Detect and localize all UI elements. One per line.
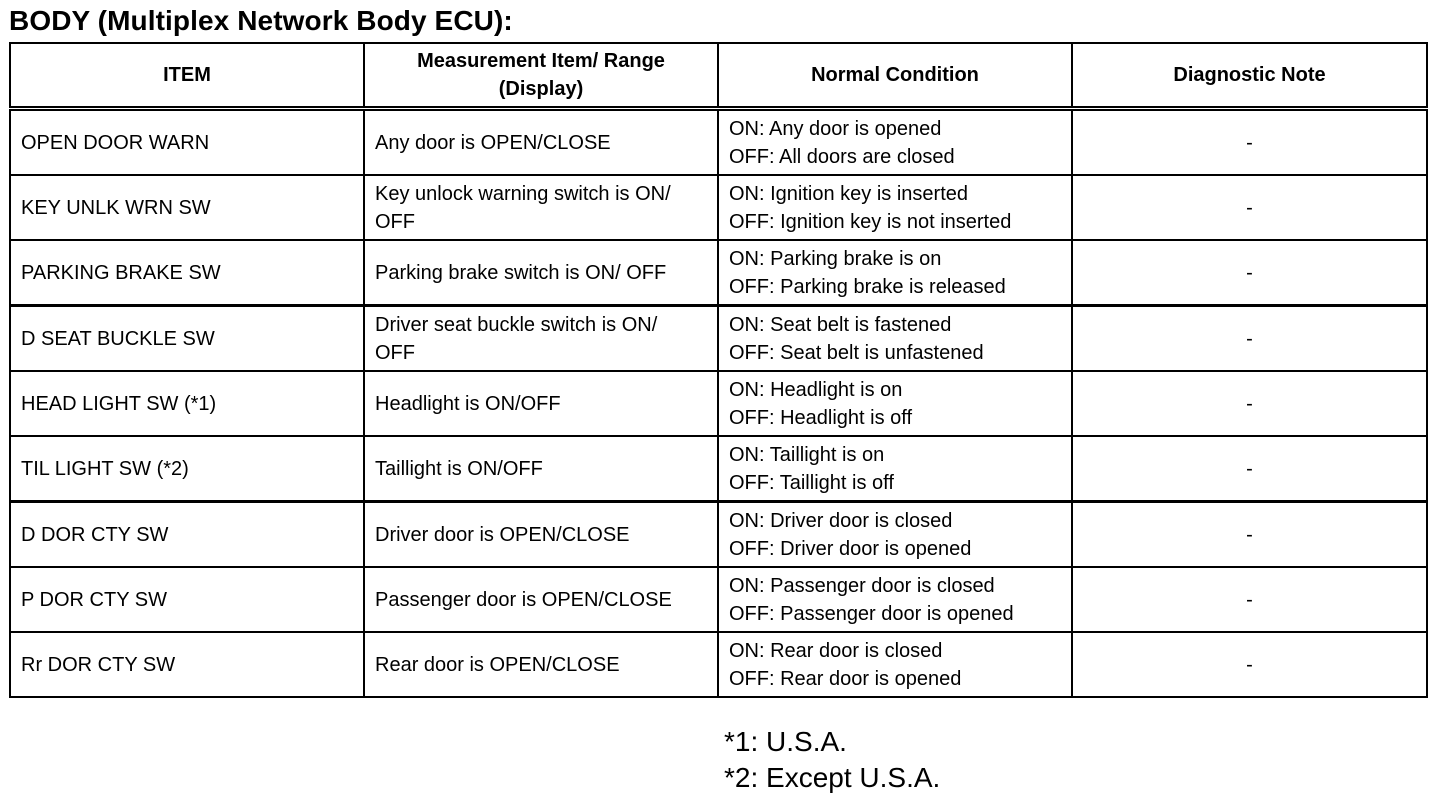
cell-normal-condition xyxy=(718,567,1072,632)
normal-on-text: ON: Any door is opened xyxy=(729,117,942,140)
header-measurement xyxy=(364,43,718,109)
normal-on-text: ON: Ignition key is inserted xyxy=(729,182,968,205)
table-row xyxy=(10,240,1427,306)
cell-item: OPEN DOOR WARN xyxy=(10,109,364,176)
cell-normal-condition xyxy=(718,109,1072,176)
measurement-line: OFF xyxy=(375,341,415,364)
measurement-line: Passenger door is OPEN/CLOSE xyxy=(375,588,672,611)
measurement-line: Driver door is OPEN/CLOSE xyxy=(375,523,630,546)
data-list-table xyxy=(9,42,1428,698)
normal-on-text: ON: Passenger door is closed xyxy=(729,574,995,597)
cell-diagnostic-note: - xyxy=(1072,436,1427,502)
footnote-1: *1: U.S.A. xyxy=(724,726,847,757)
normal-on-text: ON: Driver door is closed xyxy=(729,509,953,532)
cell-item: D DOR CTY SW xyxy=(10,502,364,568)
cell-measurement xyxy=(364,436,718,502)
normal-off-text: OFF: Taillight is off xyxy=(729,471,894,494)
cell-item: HEAD LIGHT SW (*1) xyxy=(10,371,364,436)
cell-diagnostic-note: - xyxy=(1072,306,1427,372)
normal-off-text: OFF: Driver door is opened xyxy=(729,537,972,560)
normal-off-text: OFF: Ignition key is not inserted xyxy=(729,210,1012,233)
normal-on-text: ON: Taillight is on xyxy=(729,443,885,466)
normal-off-text: OFF: Parking brake is released xyxy=(729,275,1006,298)
normal-off-text: OFF: Passenger door is opened xyxy=(729,602,1014,625)
cell-diagnostic-note: - xyxy=(1072,175,1427,240)
cell-item: PARKING BRAKE SW xyxy=(10,240,364,306)
measurement-line: Parking brake switch is ON/ OFF xyxy=(375,261,667,284)
cell-normal-condition xyxy=(718,436,1072,502)
table-row xyxy=(10,502,1427,568)
cell-item: Rr DOR CTY SW xyxy=(10,632,364,697)
table-row xyxy=(10,175,1427,240)
cell-diagnostic-note: - xyxy=(1072,371,1427,436)
normal-on-text: ON: Headlight is on xyxy=(729,378,903,401)
header-item: ITEM xyxy=(10,43,364,109)
cell-normal-condition xyxy=(718,175,1072,240)
header-normal-condition: Normal Condition xyxy=(718,43,1072,109)
normal-on-text: ON: Rear door is closed xyxy=(729,639,943,662)
footnote-2: *2: Except U.S.A. xyxy=(724,762,941,793)
normal-off-text: OFF: Rear door is opened xyxy=(729,667,962,690)
header-diagnostic-note: Diagnostic Note xyxy=(1072,43,1427,109)
cell-measurement xyxy=(364,109,718,176)
cell-measurement xyxy=(364,306,718,372)
normal-off-text: OFF: Seat belt is unfastened xyxy=(729,341,984,364)
measurement-line: Taillight is ON/OFF xyxy=(375,457,543,480)
cell-diagnostic-note: - xyxy=(1072,109,1427,176)
header-measurement-line1: Measurement Item/ Range xyxy=(417,50,665,72)
measurement-line: OFF xyxy=(375,210,415,233)
cell-measurement xyxy=(364,371,718,436)
cell-normal-condition xyxy=(718,502,1072,568)
measurement-line: Headlight is ON/OFF xyxy=(375,392,561,415)
cell-normal-condition xyxy=(718,371,1072,436)
cell-item: P DOR CTY SW xyxy=(10,567,364,632)
cell-item: KEY UNLK WRN SW xyxy=(10,175,364,240)
cell-measurement xyxy=(364,632,718,697)
cell-measurement xyxy=(364,240,718,306)
measurement-line: Rear door is OPEN/CLOSE xyxy=(375,653,620,676)
cell-diagnostic-note: - xyxy=(1072,240,1427,306)
cell-measurement xyxy=(364,175,718,240)
measurement-line: Key unlock warning switch is ON/ xyxy=(375,182,671,205)
cell-normal-condition xyxy=(718,240,1072,306)
cell-measurement xyxy=(364,502,718,568)
footnotes xyxy=(724,724,940,796)
normal-on-text: ON: Seat belt is fastened xyxy=(729,313,952,336)
cell-diagnostic-note: - xyxy=(1072,502,1427,568)
cell-measurement xyxy=(364,567,718,632)
table-row xyxy=(10,371,1427,436)
cell-diagnostic-note: - xyxy=(1072,632,1427,697)
table-row xyxy=(10,306,1427,372)
cell-item: D SEAT BUCKLE SW xyxy=(10,306,364,372)
table-row xyxy=(10,632,1427,697)
cell-diagnostic-note: - xyxy=(1072,567,1427,632)
normal-off-text: OFF: Headlight is off xyxy=(729,406,913,429)
measurement-line: Driver seat buckle switch is ON/ xyxy=(375,313,658,336)
table-row xyxy=(10,109,1427,176)
table-body xyxy=(10,109,1427,698)
cell-normal-condition xyxy=(718,306,1072,372)
table-row xyxy=(10,567,1427,632)
measurement-line: Any door is OPEN/CLOSE xyxy=(375,131,611,154)
page-title: BODY (Multiplex Network Body ECU): xyxy=(9,5,513,36)
normal-off-text: OFF: All doors are closed xyxy=(729,145,955,168)
table-header-row xyxy=(10,43,1427,109)
normal-on-text: ON: Parking brake is on xyxy=(729,247,942,270)
cell-normal-condition xyxy=(718,632,1072,697)
table-row xyxy=(10,436,1427,502)
cell-item: TIL LIGHT SW (*2) xyxy=(10,436,364,502)
header-measurement-line2: (Display) xyxy=(498,78,584,100)
